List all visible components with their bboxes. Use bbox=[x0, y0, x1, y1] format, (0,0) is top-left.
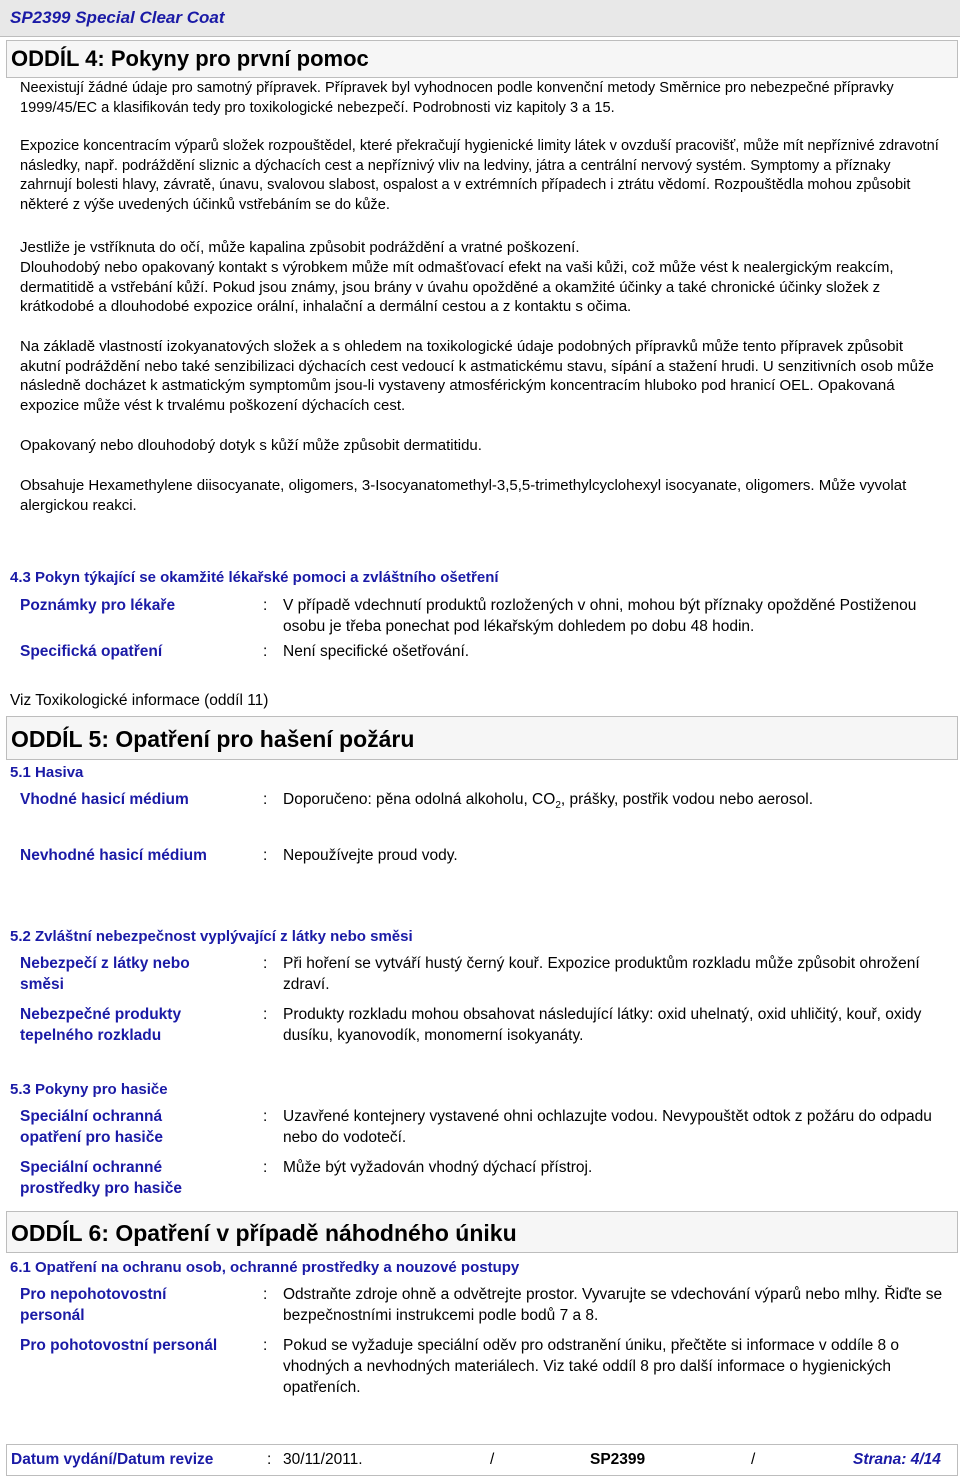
subsection-6-1-title: 6.1 Opatření na ochranu osob, ochranné prostředky a nouzové postupy bbox=[10, 1259, 520, 1276]
suitable-media-text: Doporučeno: pěna odolná alkoholu, CO bbox=[283, 791, 556, 808]
specific-measures-label: Specifická opatření bbox=[20, 643, 163, 660]
colon: : bbox=[263, 791, 268, 808]
footer-date-value: 30/11/2011. bbox=[283, 1451, 363, 1468]
colon: : bbox=[263, 643, 268, 660]
suitable-media-label: Vhodné hasicí médium bbox=[20, 791, 189, 808]
colon: : bbox=[263, 955, 268, 972]
section-4-header bbox=[6, 40, 958, 78]
section-4-intro: Neexistují žádné údaje pro samotný přípravek. Přípravek byl vyhodnocen podle konvenční metody Směrnice pro nebezpečné přípravky 1999/45/EC a klasifikován tedy pro toxikologické nebezpečí. Podrobnosti viz kapitoly 3 a 15. bbox=[20, 80, 894, 116]
special-hazard-value: Při hoření se vytváří hustý černý kouř. Expozice produktům rozkladu může způsobit ohrožení zdraví. bbox=[283, 955, 920, 993]
subsection-5-3-title: 5.3 Pokyny pro hasiče bbox=[10, 1081, 168, 1098]
section-4-effects: Expozice koncentracím výparů složek rozpouštědel, které překračují hygienické limity látek v ovzduší pracovišť, může mít nepříznivé zdravotní následky, např. podráždění sliznic a dýchacích cest a nepříznivý vliv na ledviny, játra a centrální nervový systém. Symptomy a příznaky zahrnují bolesti hlavy, závratě, únavu, svalovou slabost, ospalost a v extrémních případech i ztrátu vědomí. Rozpouštědla mohou způsobit některé z výše uvedených účinků vstřebáním se do kůže. bbox=[20, 138, 939, 213]
section-4-dermatitis: Opakovaný nebo dlouhodobý dotyk s kůží může způsobit dermatitidu. bbox=[20, 437, 482, 454]
unsuitable-media-value: Nepoužívejte proud vody. bbox=[283, 847, 458, 864]
colon: : bbox=[263, 847, 268, 864]
document-title: SP2399 Special Clear Coat bbox=[10, 8, 225, 27]
special-hazard-label: Nebezpečí z látky nebo směsi bbox=[20, 955, 190, 993]
see-toxicology-note: Viz Toxikologické informace (oddíl 11) bbox=[10, 692, 269, 709]
non-emergency-personnel-label: Pro nepohotovostní personál bbox=[20, 1286, 167, 1324]
decomposition-products-value: Produkty rozkladu mohou obsahovat následující látky: oxid uhelnatý, oxid uhličitý, kouř, oxidy dusíku, kyanovodík, monomerní isokyanáty. bbox=[283, 1006, 922, 1044]
emergency-responders-label: Pro pohotovostní personál bbox=[20, 1337, 218, 1354]
footer-product-code: SP2399 bbox=[590, 1451, 646, 1468]
firefighter-equipment-label: Speciální ochranné prostředky pro hasiče bbox=[20, 1159, 182, 1197]
colon: : bbox=[263, 1108, 268, 1125]
firefighter-equipment-value: Může být vyžadován vhodný dýchací přístroj. bbox=[283, 1159, 593, 1176]
document-header bbox=[0, 0, 960, 37]
suitable-media-value bbox=[283, 789, 948, 816]
non-emergency-personnel-value: Odstraňte zdroje ohně a odvětrejte prostor. Vyvarujte se vdechování výparů nebo mlhy. Řiďte se bezpečnostními instrukcemi podle bodů 7 a 8. bbox=[283, 1286, 943, 1324]
suitable-media-text-end: , prášky, postřik vodou nebo aerosol. bbox=[560, 791, 814, 808]
colon: : bbox=[263, 1337, 268, 1354]
co2-subscript: 2 bbox=[555, 800, 561, 812]
footer-separator: / bbox=[751, 1451, 756, 1468]
footer-date-label: Datum vydání/Datum revize bbox=[11, 1451, 214, 1468]
subsection-5-2-title: 5.2 Zvláštní nebezpečnost vyplývající z látky nebo směsi bbox=[10, 928, 413, 945]
doctor-notes-value: V případě vdechnutí produktů rozložených v ohni, mohou být příznaky opožděné Postiženou osobu je třeba ponechat pod lékařským dohledem po dobu 48 hodin. bbox=[283, 597, 917, 635]
section-6-title: ODDÍL 6: Opatření v případě náhodného úniku bbox=[11, 1220, 517, 1246]
doctor-notes-label: Poznámky pro lékaře bbox=[20, 597, 176, 614]
section-5-title: ODDÍL 5: Opatření pro hašení požáru bbox=[11, 726, 415, 752]
section-4-contains: Obsahuje Hexamethylene diisocyanate, oligomers, 3-Isocyanatomethyl-3,5,5-trimethylcyclohexyl isocyanate, oligomers. Může vyvolat alergickou reakci. bbox=[20, 477, 907, 514]
section-4-isocyanates: Na základě vlastností izokyanatových složek a s ohledem na toxikologické údaje podobných přípravků může tento přípravek způsobit akutní podráždění nebo také senzibilizaci dýchacích cest vedoucí k astmatickému stavu, sípání a stažení hrudi. U senzitivních osob může následně docházet k astmatickým symptomům jsou-li vystaveny atmosférickým koncentracím hluboko pod hranicí OEL. Opakovaná expozice může vést k trvalému poškození dýchacích cest. bbox=[20, 338, 934, 414]
subsection-5-1-title: 5.1 Hasiva bbox=[10, 764, 84, 781]
document-footer bbox=[6, 1444, 958, 1476]
unsuitable-media-label: Nevhodné hasicí médium bbox=[20, 847, 207, 864]
firefighter-protection-label: Speciální ochranná opatření pro hasiče bbox=[20, 1108, 163, 1146]
section-4-title: ODDÍL 4: Pokyny pro první pomoc bbox=[11, 46, 369, 71]
section-6-header bbox=[6, 1211, 958, 1253]
footer-colon: : bbox=[267, 1451, 272, 1468]
colon: : bbox=[263, 1286, 268, 1303]
section-4-skin: Dlouhodobý nebo opakovaný kontakt s výrobkem může mít odmašťovací efekt na vaši kůži, což může vést k nealergickým reakcím, dermatitidě a vstřebání kůží. Pokud jsou známy, jsou brány v úvahu opožděné a okamžité účinky a také chronické účinky složek z krátkodobé a dlouhodobé expozice orální, inhalační a dermální cestou a z kontaktu s očima. bbox=[20, 259, 894, 316]
footer-page-number: Strana: 4/14 bbox=[853, 1451, 941, 1468]
firefighter-protection-value: Uzavřené kontejnery vystavené ohni ochlazujte vodou. Nevypouštět odtok z požáru do odpadu nebo do vodotečí. bbox=[283, 1108, 932, 1146]
decomposition-products-label: Nebezpečné produkty tepelného rozkladu bbox=[20, 1006, 182, 1044]
emergency-responders-value: Pokud se vyžaduje speciální oděv pro odstranění úniku, přečtěte si informace v oddíle 8 o vhodných a nevhodných materiálech. Viz také oddíl 8 pro další informace o hygienických opatřeních. bbox=[283, 1337, 900, 1396]
subsection-4-3-title: 4.3 Pokyn týkající se okamžité lékařské pomoci a zvláštního ošetření bbox=[10, 569, 499, 586]
section-4-eyes: Jestliže je vstříknuta do očí, může kapalina způsobit podráždění a vratné poškození. bbox=[20, 239, 580, 256]
colon: : bbox=[263, 597, 268, 614]
footer-separator: / bbox=[490, 1451, 495, 1468]
colon: : bbox=[263, 1159, 268, 1176]
specific-measures-value: Není specifické ošetřování. bbox=[283, 643, 470, 660]
section-5-header bbox=[6, 716, 958, 760]
colon: : bbox=[263, 1006, 268, 1023]
